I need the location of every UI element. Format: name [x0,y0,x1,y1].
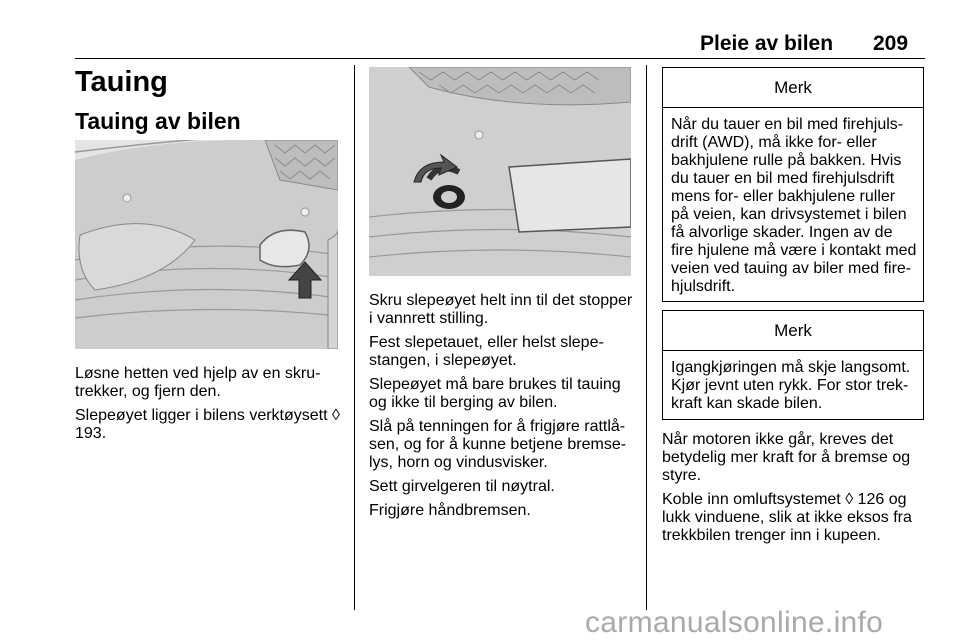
paragraph: Slepeøyet må bare brukes til tauing og ikke til berging av bilen. [369,376,621,411]
tow-eye-illustration [369,67,631,276]
page-header-title: Pleie av bilen [700,32,834,55]
watermark: carmanualsonline.info [585,606,884,639]
section-title: Tauing [75,66,168,98]
paragraph: Når motoren ikke går, kreves det betydelig mer kraft for å bremse og styre. [662,431,911,484]
paragraph: Løsne hetten ved hjelp av en skru-trekker, og fjern den. [75,365,321,400]
column-divider [646,65,647,610]
bumper-cover-illustration [75,140,338,349]
note-title: Merk [663,311,923,351]
paragraph: Koble inn omluftsystemet ◊ 126 og lukk vinduene, slik at ikke eksos fra trekkbilen trenger inn i kupeen. [662,491,912,544]
paragraph: Skru slepeøyet helt inn til det stopper i vannrett stilling. [369,292,633,327]
note-text: Når du tauer en bil med firehjuls-drift (AWD), må ikke for- eller bakhjulene rulle på bakken. Hvis du tauer en bil med firehjulsdrift mens for- eller bakhjulene ruller på veien, kan drivsystemet i bilen få alvorlige skader. Ingen av de fire hjulene må være i kontakt med veien ved tauing av biler med fire-hjulsdrift. [671,116,917,295]
column-divider [354,65,355,610]
note-box [662,67,924,302]
page-number: 209 [873,32,909,55]
paragraph: Frigjøre håndbremsen. [369,502,531,519]
note-title: Merk [663,68,923,108]
subsection-title: Tauing av bilen [75,108,241,134]
paragraph: Fest slepetauet, eller helst slepe-stangen, i slepeøyet. [369,334,604,369]
paragraph: Slå på tenningen for å frigjøre rattlå-sen, og for å kunne betjene bremse-lys, horn og vindusvisker. [369,418,627,471]
paragraph: Sett girvelgeren til nøytral. [369,478,555,495]
note-text: Igangkjøringen må skje langsomt. Kjør jevnt uten rykk. For stor trek-kraft kan skade bilen. [671,359,911,412]
paragraph: Slepeøyet ligger i bilens verktøysett ◊ 193. [75,407,340,442]
note-box [662,310,924,420]
header-rule [75,58,925,59]
